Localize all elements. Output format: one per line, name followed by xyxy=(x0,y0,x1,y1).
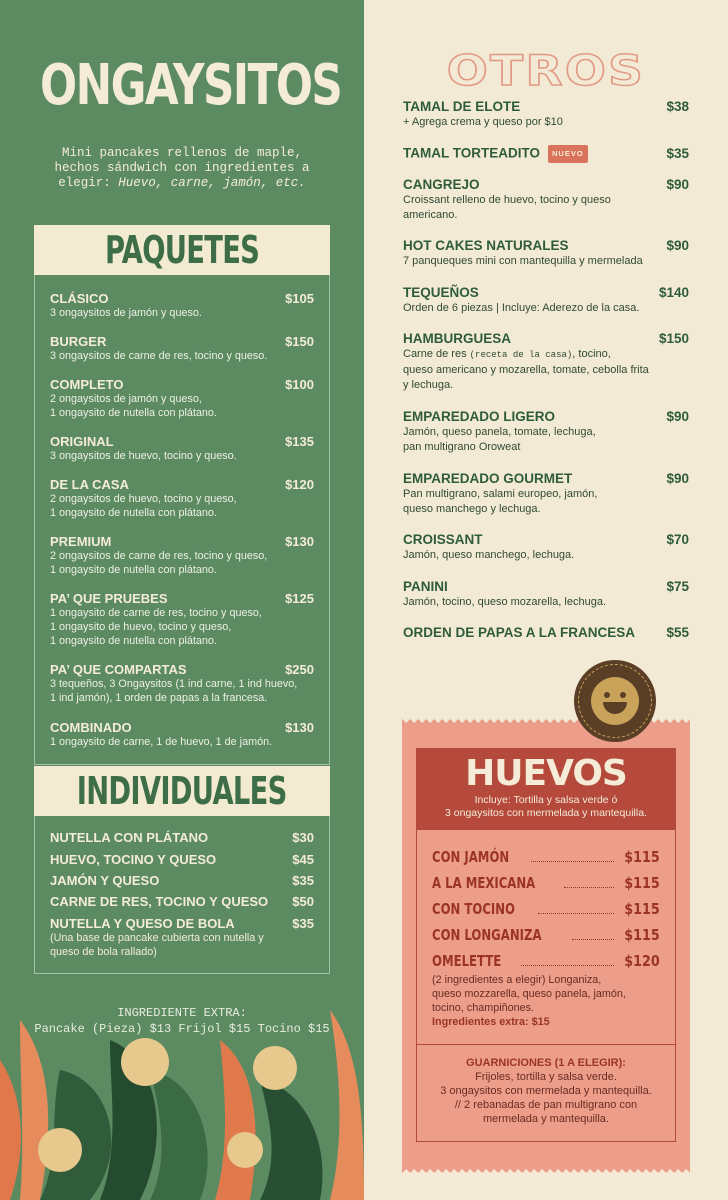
huevos-header xyxy=(416,748,676,830)
item-price: $90 xyxy=(666,177,689,192)
divider xyxy=(416,1044,676,1045)
plant-illustration xyxy=(0,1000,364,1200)
item-desc-part: , tocino, queso americano y mozarella, tomate, cebolla frita y lechuga. xyxy=(403,348,649,391)
logo-seal xyxy=(574,660,656,742)
menu-item xyxy=(403,532,689,563)
individual-name: JAMÓN Y QUESO xyxy=(50,873,160,888)
paquetes-banner xyxy=(34,225,330,275)
item-desc: Croissant relleno de huevo, tocino y queso americano. xyxy=(403,194,611,221)
individual-name: CARNE DE RES, TOCINO Y QUESO xyxy=(50,894,269,909)
guarniciones-title: GUARNICIONES (1 A ELEGIR): xyxy=(466,1057,626,1069)
item-name: TAMAL TORTEADITO xyxy=(403,145,540,161)
package-name: ORIGINAL xyxy=(50,434,114,449)
item-price: $38 xyxy=(666,99,689,114)
package-desc: 3 tequeños, 3 Ongaysitos (1 ind carne, 1 ind huevo, 1 ind jamón), 1 orden de papas a la francesa. xyxy=(50,678,298,704)
extra-title: INGREDIENTE EXTRA: xyxy=(117,1006,247,1020)
package-desc: 3 ongaysitos de jamón y queso. xyxy=(50,307,202,319)
package-item xyxy=(50,377,314,420)
item-desc: Pan multigrano, salami europeo, jamón, queso manchego y lechuga. xyxy=(403,488,598,515)
package-desc: 3 ongaysitos de huevo, tocino y queso. xyxy=(50,450,237,462)
item-price: $75 xyxy=(666,579,689,594)
package-price: $120 xyxy=(285,477,314,492)
huevos-price: $115 xyxy=(624,926,660,944)
individual-price: $45 xyxy=(292,852,314,867)
package-item xyxy=(50,591,314,648)
individual-item xyxy=(50,852,314,867)
huevos-sub: 3 ongaysitos con mermelada y mantequilla. xyxy=(445,807,647,819)
item-name: CANGREJO xyxy=(403,177,480,192)
individual-name: HUEVO, TOCINO Y QUESO xyxy=(50,852,217,867)
menu-item xyxy=(403,285,689,316)
subtitle xyxy=(40,146,324,191)
huevos-name: OMELETTE xyxy=(432,952,502,970)
individual-item xyxy=(50,830,314,845)
menu-item xyxy=(403,579,689,610)
individual-price: $35 xyxy=(292,916,314,931)
extra-ingredients: Ingredientes extra: $15 xyxy=(432,1016,550,1028)
individual-item xyxy=(50,916,314,959)
item-price: $55 xyxy=(666,625,689,640)
subtitle-prefix: elegir: xyxy=(58,176,119,190)
menu-item xyxy=(403,177,689,223)
subtitle-line: Mini pancakes rellenos de maple, xyxy=(61,146,303,160)
item-name: ORDEN DE PAPAS A LA FRANCESA xyxy=(403,625,636,640)
package-name: PREMIUM xyxy=(50,534,112,549)
huevos-card xyxy=(402,726,690,1166)
subtitle-line: hechos sándwich con ingredientes a xyxy=(54,161,310,175)
package-item xyxy=(50,291,314,320)
item-desc-small: (receta de la casa) xyxy=(469,350,573,360)
package-item xyxy=(50,720,314,749)
leader-dots xyxy=(564,887,614,888)
smile-face-icon xyxy=(591,677,639,725)
package-price: $130 xyxy=(285,534,314,549)
huevos-price: $115 xyxy=(624,900,660,918)
menu-item xyxy=(403,471,689,517)
item-price: $90 xyxy=(666,409,689,424)
item-price: $140 xyxy=(658,285,689,300)
package-desc: 1 ongaysito de carne de res, tocino y queso, 1 ongaysito de huevo, tocino y queso, 1 ongaysito de nutella con plátano. xyxy=(50,607,262,647)
menu-item xyxy=(403,331,689,393)
item-desc: Orden de 6 piezas | Incluye: Aderezo de la casa. xyxy=(403,302,640,314)
otros-title: OTROS xyxy=(446,46,646,95)
package-name: DE LA CASA xyxy=(50,477,129,492)
guarniciones-text: Frijoles, tortilla y salsa verde. 3 ongaysitos con mermelada y mantequilla. // 2 rebanadas de pan multigrano con mermelada y mantequilla. xyxy=(440,1071,652,1125)
item-desc xyxy=(403,347,689,393)
item-name: TEQUEÑOS xyxy=(403,285,479,300)
item-price: $90 xyxy=(666,471,689,486)
individual-name: NUTELLA Y QUESO DE BOLA xyxy=(50,916,235,931)
package-name: BURGER xyxy=(50,334,107,349)
huevos-name: CON JAMÓN xyxy=(432,848,510,866)
subtitle-line xyxy=(40,176,324,191)
item-name: EMPAREDADO GOURMET xyxy=(403,471,573,486)
package-price: $250 xyxy=(285,662,314,677)
individual-name: NUTELLA CON PLÁTANO xyxy=(50,830,209,845)
package-price: $100 xyxy=(285,377,314,392)
leader-dots xyxy=(538,913,614,914)
package-item xyxy=(50,334,314,363)
menu-item xyxy=(403,145,689,163)
individual-price: $50 xyxy=(292,894,314,909)
individuales-banner xyxy=(34,766,330,816)
item-desc: + Agrega crema y queso por $10 xyxy=(403,116,563,128)
package-item xyxy=(50,477,314,520)
huevos-item xyxy=(432,900,660,918)
package-desc: 2 ongaysitos de jamón y queso, 1 ongaysito de nutella con plátano. xyxy=(50,393,217,419)
item-desc: Jamón, queso manchego, lechuga. xyxy=(403,549,575,561)
package-desc: 2 ongaysitos de carne de res, tocino y queso, 1 ongaysito de nutella con plátano. xyxy=(50,550,268,576)
extra-text: Pancake (Pieza) $13 Frijol $15 Tocino $15 xyxy=(34,1022,330,1036)
package-price: $150 xyxy=(285,334,314,349)
package-name: CLÁSICO xyxy=(50,291,109,306)
item-desc-part: Carne de res xyxy=(403,348,470,360)
item-name: EMPAREDADO LIGERO xyxy=(403,409,556,424)
menu-item xyxy=(403,238,689,269)
main-title: ONGAYSITOS xyxy=(40,53,342,118)
package-name: PA’ QUE PRUEBES xyxy=(50,591,168,606)
individual-item xyxy=(50,894,314,909)
item-price: $150 xyxy=(658,331,689,346)
package-name: PA’ QUE COMPARTAS xyxy=(50,662,187,677)
package-name: COMPLETO xyxy=(50,377,124,392)
item-price: $70 xyxy=(666,532,689,547)
menu-item xyxy=(403,99,689,130)
package-price: $105 xyxy=(285,291,314,306)
individual-item xyxy=(50,873,314,888)
individual-desc: (Una base de pancake cubierta con nutella y queso de bola rallado) xyxy=(50,932,264,958)
package-desc: 1 ongaysito de carne, 1 de huevo, 1 de jamón. xyxy=(50,736,273,748)
package-price: $125 xyxy=(285,591,314,606)
item-desc: Jamón, queso panela, tomate, lechuga, pan multigrano Oroweat xyxy=(403,426,596,453)
menu-item xyxy=(403,409,689,455)
item-desc: 7 panqueques mini con mantequilla y mermelada xyxy=(403,255,643,267)
guarniciones xyxy=(416,1056,676,1126)
package-price: $135 xyxy=(285,434,314,449)
huevos-price: $115 xyxy=(624,848,660,866)
huevos-name: A LA MEXICANA xyxy=(432,874,536,892)
huevos-sub: Incluye: Tortilla y salsa verde ó xyxy=(474,794,618,806)
package-item xyxy=(50,534,314,577)
package-item xyxy=(50,662,314,705)
item-name: CROISSANT xyxy=(403,532,483,547)
subtitle-italic: Huevo, carne, jamón, etc. xyxy=(118,176,306,190)
item-price: $35 xyxy=(666,146,689,161)
individual-price: $35 xyxy=(292,873,314,888)
item-name: HOT CAKES NATURALES xyxy=(403,238,569,253)
individual-price: $30 xyxy=(292,830,314,845)
menu-item xyxy=(403,625,689,641)
huevos-title: HUEVOS xyxy=(465,753,627,794)
huevos-item xyxy=(432,874,660,892)
huevos-item xyxy=(432,848,660,866)
item-name: TAMAL DE ELOTE xyxy=(403,99,521,114)
package-price: $130 xyxy=(285,720,314,735)
huevos-price: $120 xyxy=(624,952,660,970)
item-price: $90 xyxy=(666,238,689,253)
individuales-title: INDIVIDUALES xyxy=(77,769,287,813)
item-name: HAMBURGUESA xyxy=(403,331,511,346)
huevos-name: CON TOCINO xyxy=(432,900,516,918)
leader-dots xyxy=(572,939,614,940)
package-desc: 2 ongaysitos de huevo, tocino y queso, 1 ongaysito de nutella con plátano. xyxy=(50,493,237,519)
omelette-text: (2 ingredientes a elegir) Longaniza, queso mozzarella, queso panela, jamón, tocino, champiñones. xyxy=(432,974,626,1014)
package-name: COMBINADO xyxy=(50,720,132,735)
package-desc: 3 ongaysitos de carne de res, tocino y queso. xyxy=(50,350,268,362)
paquetes-title: PAQUETES xyxy=(104,228,260,272)
package-item xyxy=(50,434,314,463)
new-badge: NUEVO xyxy=(548,145,588,163)
huevos-item xyxy=(432,952,660,970)
item-desc: Jamón, tocino, queso mozarella, lechuga. xyxy=(403,596,607,608)
huevos-item xyxy=(432,926,660,944)
huevos-name: CON LONGANIZA xyxy=(432,926,542,944)
huevos-price: $115 xyxy=(624,874,660,892)
leader-dots xyxy=(531,861,614,862)
item-name: PANINI xyxy=(403,579,448,594)
omelette-desc xyxy=(432,973,662,1029)
leader-dots xyxy=(521,965,614,966)
